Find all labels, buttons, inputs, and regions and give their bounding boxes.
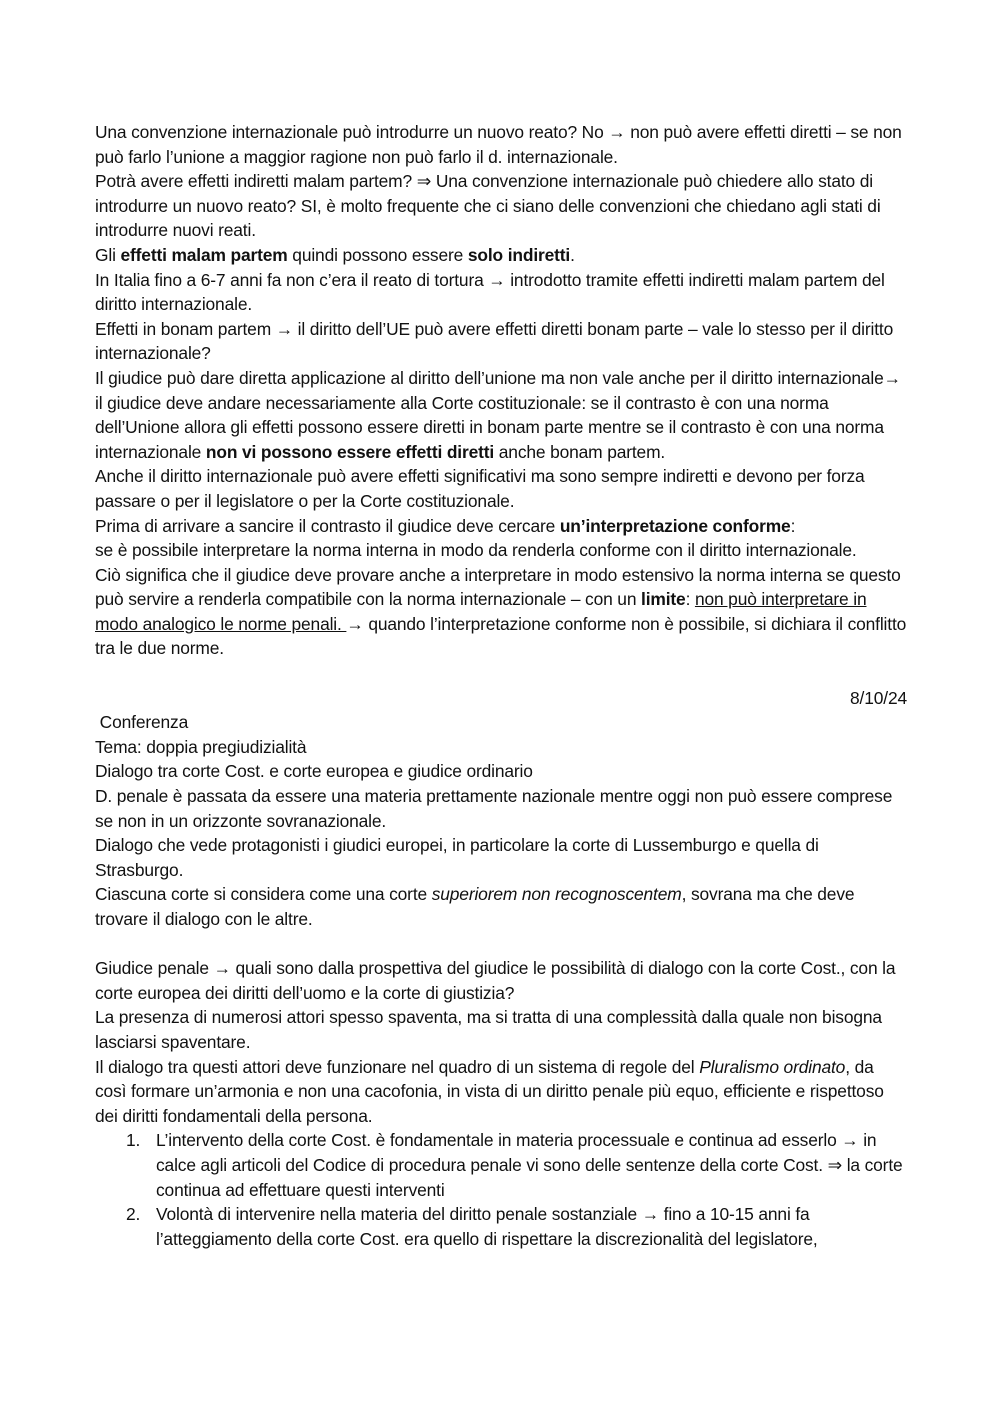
- list-item-text: L’intervento della corte Cost. è fondamentale in materia processuale e continua ad esserlo → in calce agli articoli del Codice di procedura penale vi sono delle sentenze della corte Cost. ⇒ la corte continua ad effettuare questi interventi: [156, 1130, 903, 1200]
- paragraph: Il dialogo tra questi attori deve funzionare nel quadro di un sistema di regole del Pluralismo ordinato, da così formare un’armonia e non una cacofonia, in vista di un diritto penale più equo, efficiente e rispettoso dei diritti fondamentali della persona.: [95, 1056, 884, 1126]
- list-item-text: Volontà di intervenire nella materia del diritto penale sostanziale → fino a 10-15 anni fa l’atteggiamento della corte Cost. era quello di rispettare la discrezionalità del legislatore,: [156, 1204, 818, 1249]
- document-page: [95, 120, 907, 1251]
- paragraph: Potrà avere effetti indiretti malam partem? ⇒ Una convenzione internazionale può chiedere allo stato di introdurre un nuovo reato? SI, è molto frequente che ci siano delle convenzioni che chiedano agli stati di introdurre nuovi reati.: [95, 171, 881, 241]
- italic-text: superiorem non recognoscentem: [431, 884, 682, 905]
- paragraph: Ciò significa che il giudice deve provare anche a interpretare in modo estensivo la norma interna se questo può servire a renderla compatibile con la norma internazionale – con un limite: non può interpretare in modo analogico le norme penali. → quando l’interpretazione conforme non è possibile, si dichiara il conflitto tra le due norme.: [95, 564, 907, 659]
- paragraph: Anche il diritto internazionale può avere effetti significativi ma sono sempre indiretti e devono per forza passare o per il legislatore o per la Corte costituzionale.: [95, 466, 865, 511]
- paragraph: Dialogo che vede protagonisti i giudici europei, in particolare la corte di Lussemburgo e quella di Strasburgo.: [95, 835, 819, 880]
- list-item: [95, 1202, 907, 1251]
- paragraph: La presenza di numerosi attori spesso spaventa, ma si tratta di una complessità dalla quale non bisogna lasciarsi spaventare.: [95, 1007, 882, 1052]
- paragraph: Effetti in bonam partem → il diritto dell’UE può avere effetti diretti bonam parte – vale lo stesso per il diritto internazionale?: [95, 318, 894, 364]
- paragraph: Prima di arrivare a sancire il contrasto il giudice deve cercare un’interpretazione conforme:: [95, 515, 796, 536]
- underlined-text: non può interpretare in modo analogico le norme penali.: [95, 589, 867, 634]
- bold-text: un’interpretazione conforme: [559, 515, 791, 536]
- date: 8/10/24: [850, 687, 907, 708]
- paragraph: D. penale è passata da essere una materia prettamente nazionale mentre oggi non può essere comprese se non in un orizzonte sovranazionale.: [95, 786, 893, 831]
- italic-text: Pluralismo ordinato: [699, 1056, 846, 1077]
- list-number: 1.: [126, 1130, 141, 1151]
- paragraph: Giudice penale → quali sono dalla prospettiva del giudice le possibilità di dialogo con la corte Cost., con la corte europea dei diritti dell’uomo e la corte di giustizia?: [95, 958, 896, 1003]
- paragraph: Dialogo tra corte Cost. e corte europea e giudice ordinario: [95, 761, 533, 782]
- paragraph: se è possibile interpretare la norma interna in modo da renderla conforme con il diritto internazionale.: [95, 540, 857, 561]
- paragraph: Il giudice può dare diretta applicazione al diritto dell’unione ma non vale anche per il diritto internazionale→ il giudice deve andare necessariamente alla Corte costituzionale: se il contrasto è con una norma dell’Unione allora gli effetti possono essere diretti in bonam parte mentre se il contrasto è con una norma internazionale non vi possono essere effetti diretti anche bonam partem.: [95, 367, 901, 462]
- bold-text: solo indiretti: [467, 244, 571, 265]
- topic-line: Tema: doppia pregiudizialità: [95, 736, 307, 757]
- bold-text: effetti malam partem: [120, 244, 288, 265]
- paragraph: In Italia fino a 6-7 anni fa non c’era il reato di tortura → introdotto tramite effetti indiretti malam partem del diritto internazionale.: [95, 269, 885, 315]
- bold-text: non vi possono essere effetti diretti: [205, 441, 495, 462]
- paragraph: Ciascuna corte si considera come una corte superiorem non recognoscentem, sovrana ma che deve trovare il dialogo con le altre.: [95, 884, 855, 929]
- blank-line: [95, 932, 907, 957]
- numbered-list: [95, 1128, 907, 1251]
- list-item: [95, 1128, 907, 1202]
- paragraph: Una convenzione internazionale può introdurre un nuovo reato? No → non può avere effetti diretti – se non può farlo l’unione a maggior ragione non può farlo il d. internazionale.: [95, 122, 902, 167]
- section-heading: Conferenza: [95, 712, 189, 733]
- bold-text: limite: [641, 589, 686, 610]
- list-number: 2.: [126, 1204, 141, 1225]
- paragraph: Gli effetti malam partem quindi possono essere solo indiretti.: [95, 244, 575, 265]
